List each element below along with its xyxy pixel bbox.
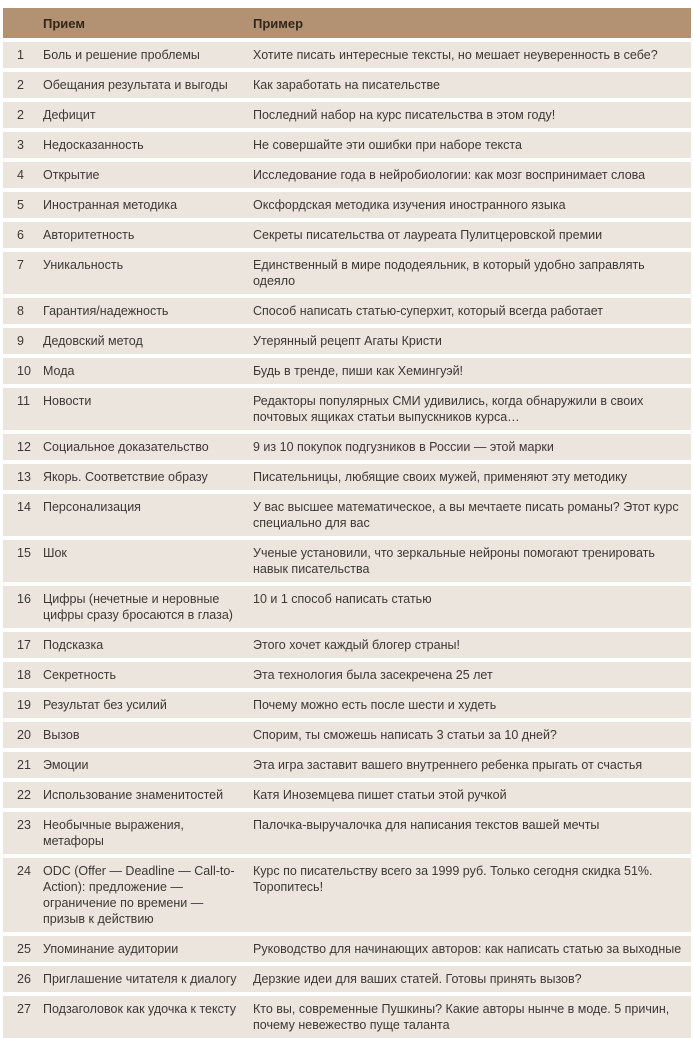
row-technique-cell: Обещания результата и выгоды [43, 78, 228, 92]
row-technique-cell: Боль и решение проблемы [43, 48, 200, 62]
row-number-cell: 2 [17, 78, 24, 92]
row-example-cell: Способ написать статью-суперхит, который всегда работает [253, 304, 603, 318]
table-row [3, 222, 691, 248]
row-technique-cell: Гарантия/надежность [43, 304, 169, 318]
table-row [3, 298, 691, 324]
row-technique-cell: Результат без усилий [43, 698, 167, 712]
row-example-cell: Курс по писательству всего за 1999 руб. Только сегодня скидка 51%. Торопитесь! [253, 864, 653, 894]
table-row [3, 434, 691, 460]
row-number-cell: 6 [17, 228, 24, 242]
row-technique-cell: Шок [43, 546, 67, 560]
row-number-cell: 18 [17, 668, 31, 682]
row-number-cell: 14 [17, 500, 31, 514]
row-example-cell: Спорим, ты сможешь написать 3 статьи за 10 дней? [253, 728, 557, 742]
row-example-cell: Исследование года в нейробиологии: как мозг воспринимает слова [253, 168, 646, 182]
row-number-cell: 23 [17, 818, 31, 832]
table-row [3, 936, 691, 962]
table-header [3, 8, 691, 38]
row-example-cell: Как заработать на писательстве [253, 78, 440, 92]
row-technique-cell: Упоминание аудитории [43, 942, 179, 956]
table-row [3, 72, 691, 98]
header-example-cell: Пример [253, 15, 304, 31]
row-example-cell: Палочка-выручалочка для написания текстов вашей мечты [253, 818, 600, 832]
row-number-cell: 27 [17, 1002, 31, 1016]
row-technique-cell: Недосказанность [43, 138, 144, 152]
row-number-cell: 20 [17, 728, 31, 742]
row-example-cell: Ученые установили, что зеркальные нейроны помогают тренировать навык писательства [253, 546, 655, 576]
row-technique-cell: Необычные выражения, метафоры [43, 818, 184, 848]
row-example-cell: Писательницы, любящие своих мужей, применяют эту методику [253, 470, 628, 484]
table-row [3, 494, 691, 536]
table-row [3, 586, 691, 628]
table-row [3, 782, 691, 808]
table-row [3, 632, 691, 658]
row-number-cell: 24 [17, 864, 31, 878]
row-example-cell: У вас высшее математическое, а вы мечтаете писать романы? Этот курс специально для вас [253, 500, 679, 530]
row-number-cell: 13 [17, 470, 31, 484]
row-technique-cell: Иностранная методика [43, 198, 178, 212]
table-row [3, 858, 691, 932]
table-row [3, 388, 691, 430]
row-technique-cell: Подсказка [43, 638, 104, 652]
table-row [3, 132, 691, 158]
table-row [3, 162, 691, 188]
table-row [3, 42, 691, 68]
table-row [3, 358, 691, 384]
table-row [3, 328, 691, 354]
row-technique-cell: Дедовский метод [43, 334, 143, 348]
header-technique-cell: Прием [43, 15, 85, 31]
table-row [3, 102, 691, 128]
row-technique-cell: Авторитетность [43, 228, 135, 242]
row-number-cell: 8 [17, 304, 24, 318]
row-technique-cell: Мода [43, 364, 75, 378]
table-row [3, 464, 691, 490]
row-example-cell: Хотите писать интересные тексты, но мешает неуверенность в себе? [253, 48, 658, 62]
row-number-cell: 11 [17, 394, 30, 408]
row-technique-cell: Якорь. Соответствие образу [43, 470, 208, 484]
row-technique-cell: ODC (Offer — Deadline — Call-to-Action): предложение — ограничение по времени — призыв к действию [43, 864, 235, 926]
table-body [3, 42, 691, 1038]
row-number-cell: 22 [17, 788, 31, 802]
row-technique-cell: Открытие [43, 168, 100, 182]
row-technique-cell: Дефицит [43, 108, 96, 122]
row-technique-cell: Использование знаменитостей [43, 788, 224, 802]
row-example-cell: Эта игра заставит вашего внутреннего ребенка прыгать от счастья [253, 758, 643, 772]
row-number-cell: 21 [17, 758, 31, 772]
table-row [3, 692, 691, 718]
row-technique-cell: Вызов [43, 728, 80, 742]
row-example-cell: 10 и 1 способ написать статью [253, 592, 432, 606]
row-number-cell: 25 [17, 942, 31, 956]
row-example-cell: Почему можно есть после шести и худеть [253, 698, 497, 712]
row-example-cell: 9 из 10 покупок подгузников в России — этой марки [253, 440, 554, 454]
row-example-cell: Кто вы, современные Пушкины? Какие авторы нынче в моде. 5 причин, почему невежество пуще таланта [253, 1002, 670, 1032]
row-number-cell: 5 [17, 198, 24, 212]
row-example-cell: Будь в тренде, пиши как Хемингуэй! [253, 364, 464, 378]
row-number-cell: 4 [17, 168, 24, 182]
row-example-cell: Руководство для начинающих авторов: как написать статью за выходные [253, 942, 682, 956]
row-technique-cell: Секретность [43, 668, 117, 682]
row-example-cell: Этого хочет каждый блогер страны! [253, 638, 460, 652]
row-number-cell: 15 [17, 546, 31, 560]
table-row [3, 812, 691, 854]
row-number-cell: 9 [17, 334, 24, 348]
row-technique-cell: Эмоции [43, 758, 89, 772]
row-number-cell: 3 [17, 138, 24, 152]
table-row [3, 722, 691, 748]
row-number-cell: 7 [17, 258, 24, 272]
row-example-cell: Катя Иноземцева пишет статьи этой ручкой [253, 788, 507, 802]
row-technique-cell: Подзаголовок как удочка к тексту [43, 1002, 236, 1016]
row-example-cell: Редакторы популярных СМИ удивились, когда обнаружили в своих почтовых ящиках статьи выпускников курса… [253, 394, 644, 424]
table-row [3, 996, 691, 1038]
row-technique-cell: Социальное доказательство [43, 440, 209, 454]
row-number-cell: 16 [17, 592, 31, 606]
row-technique-cell: Уникальность [43, 258, 124, 272]
table-row [3, 752, 691, 778]
row-example-cell: Не совершайте эти ошибки при наборе текста [253, 138, 522, 152]
row-technique-cell: Новости [43, 394, 92, 408]
row-technique-cell: Персонализация [43, 500, 141, 514]
table-row [3, 662, 691, 688]
table-row [3, 540, 691, 582]
row-number-cell: 10 [17, 364, 31, 378]
row-number-cell: 12 [17, 440, 31, 454]
row-technique-cell: Приглашение читателя к диалогу [43, 972, 237, 986]
row-number-cell: 2 [17, 108, 24, 122]
row-example-cell: Оксфордская методика изучения иностранного языка [253, 198, 566, 212]
techniques-table [3, 8, 691, 1038]
row-example-cell: Единственный в мире пододеяльник, в который удобно заправлять одеяло [253, 258, 645, 288]
row-number-cell: 17 [17, 638, 31, 652]
table-row [3, 192, 691, 218]
row-number-cell: 19 [17, 698, 31, 712]
row-technique-cell: Цифры (нечетные и неровные цифры сразу бросаются в глаза) [43, 592, 233, 622]
row-example-cell: Последний набор на курс писательства в этом году! [253, 108, 556, 122]
row-example-cell: Эта технология была засекречена 25 лет [253, 668, 493, 682]
table-row [3, 966, 691, 992]
row-number-cell: 1 [17, 48, 24, 62]
row-number-cell: 26 [17, 972, 31, 986]
row-example-cell: Секреты писательства от лауреата Пулитцеровской премии [253, 228, 603, 242]
row-example-cell: Дерзкие идеи для ваших статей. Готовы принять вызов? [253, 972, 582, 986]
table-row [3, 252, 691, 294]
row-example-cell: Утерянный рецепт Агаты Кристи [253, 334, 442, 348]
